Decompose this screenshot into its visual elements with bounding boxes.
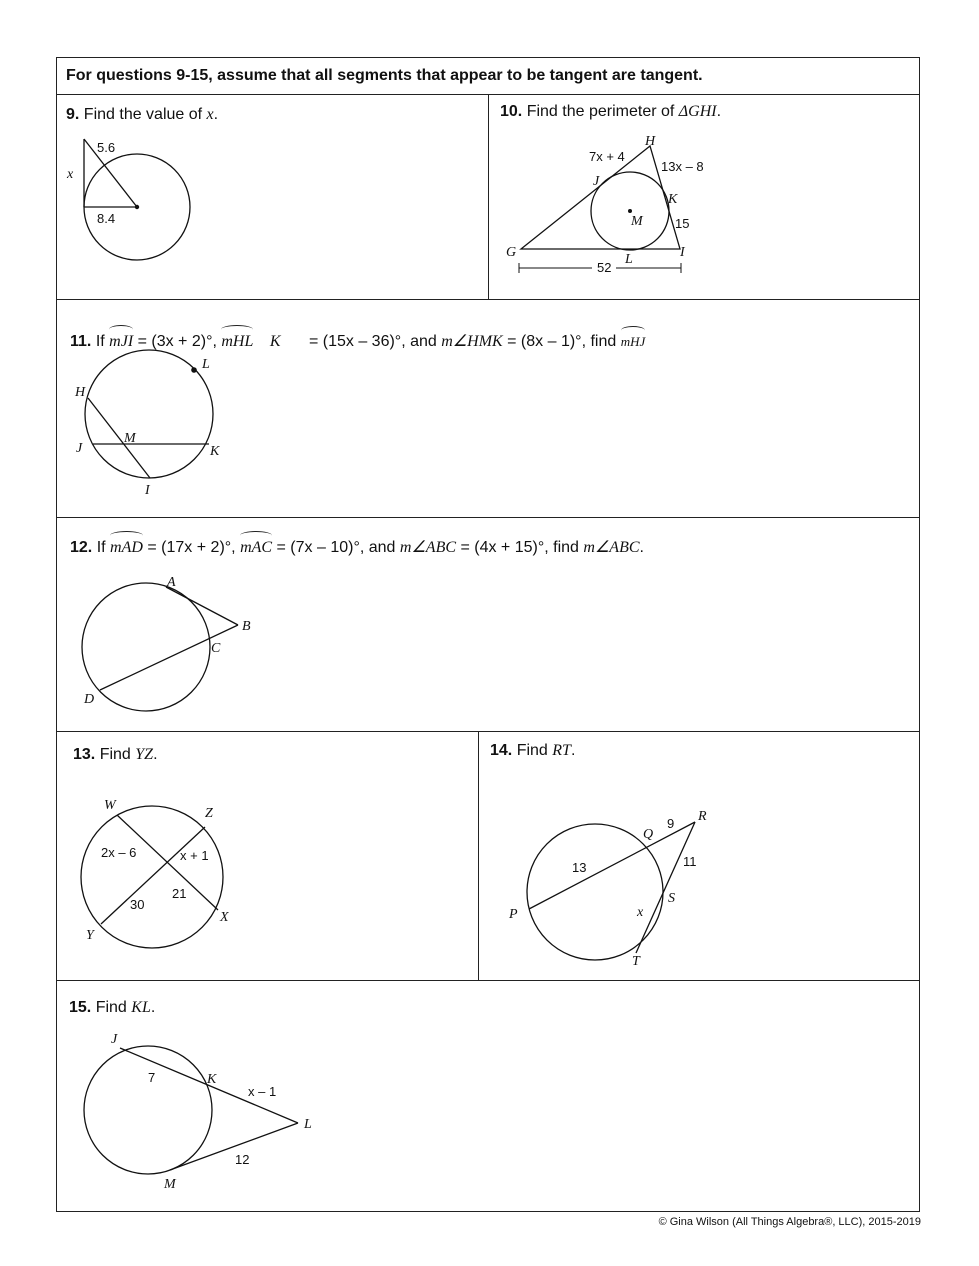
question-number: 10. xyxy=(500,103,523,120)
question-text: = (4x + 15)°, find xyxy=(460,539,579,556)
label-h: H xyxy=(75,385,86,400)
label-d: D xyxy=(84,692,95,707)
label-r: R xyxy=(698,809,707,824)
punctuation: . xyxy=(213,106,219,123)
question-text: Find xyxy=(516,742,548,759)
label-zc: x + 1 xyxy=(180,848,209,863)
label-x-1: x – 1 xyxy=(248,1084,277,1099)
label-9: 9 xyxy=(667,816,675,831)
copyright-footer: © Gina Wilson (All Things Algebra®, LLC), 2015-2019 xyxy=(658,1216,921,1228)
arc-endpoint: K xyxy=(269,333,281,350)
segment-name: RT xyxy=(552,742,571,759)
question-number: 14. xyxy=(490,742,513,759)
question-text: = (7x – 10)°, and xyxy=(276,539,396,556)
punctuation: . xyxy=(570,742,576,759)
question-text: = (3x + 2)°, xyxy=(137,333,217,350)
punctuation: . xyxy=(150,999,156,1016)
arc-measure: mJI xyxy=(109,333,134,350)
variable: x xyxy=(206,106,214,123)
label-g: G xyxy=(506,245,517,260)
tangent-ml xyxy=(170,1123,298,1170)
label-yc: 30 xyxy=(130,897,145,912)
label-m: M xyxy=(631,214,643,229)
label-wc: 2x – 6 xyxy=(101,845,137,860)
segment-name: YZ xyxy=(135,746,154,763)
angle-measure: m∠ABC xyxy=(583,539,640,556)
label-5-6: 5.6 xyxy=(97,140,116,155)
question-text: Find the value of xyxy=(83,106,203,123)
question-number: 12. xyxy=(70,539,93,556)
question-number: 13. xyxy=(73,746,96,763)
label-12: 12 xyxy=(235,1152,250,1167)
question-number: 15. xyxy=(69,999,92,1016)
label-j: J xyxy=(111,1032,118,1047)
label-k: K xyxy=(668,192,678,207)
label-m: M xyxy=(124,431,136,446)
label-a: A xyxy=(167,575,176,590)
label-i: I xyxy=(145,483,150,498)
punctuation: . xyxy=(639,539,644,556)
arc-measure: mHL xyxy=(221,333,254,350)
circle xyxy=(84,1046,212,1174)
label-x: x xyxy=(67,167,74,182)
label-52: 52 xyxy=(597,260,612,275)
question-text: = (17x + 2)°, xyxy=(147,539,236,556)
label-s: S xyxy=(668,891,675,906)
label-l: L xyxy=(625,252,633,267)
label-j: J xyxy=(593,174,600,189)
label-t: T xyxy=(632,954,640,969)
question-text: If xyxy=(95,333,105,350)
label-c: C xyxy=(211,641,221,656)
arc-measure: mAD xyxy=(110,539,143,556)
question-text: If xyxy=(96,539,106,556)
label-11: 11 xyxy=(683,854,697,869)
punctuation: . xyxy=(716,103,722,120)
label-b: B xyxy=(242,619,251,634)
label-q: Q xyxy=(643,827,654,842)
label-8-4: 8.4 xyxy=(97,211,116,226)
arc-measure: mAC xyxy=(240,539,273,556)
angle-measure: m∠HMK xyxy=(441,333,503,350)
question-text: Find xyxy=(95,999,127,1016)
question-text: = (8x – 1)°, find xyxy=(507,333,617,350)
question-text: Find the perimeter of xyxy=(526,103,675,120)
question-text: Find xyxy=(99,746,131,763)
label-k: K xyxy=(210,444,220,459)
label-l: L xyxy=(202,357,210,372)
arc-measure: mHJ xyxy=(620,334,646,349)
label-xc: 21 xyxy=(172,886,187,901)
punctuation: . xyxy=(153,746,158,763)
label-j: J xyxy=(76,441,83,456)
label-hj: 7x + 4 xyxy=(589,149,625,164)
label-w: W xyxy=(104,798,116,813)
label-m: M xyxy=(164,1177,176,1192)
instructions-header: For questions 9-15, assume that all segments that appear to be tangent are tangent. xyxy=(66,67,703,84)
question-number: 9. xyxy=(66,106,80,123)
angle-measure: m∠ABC xyxy=(399,539,457,556)
label-l: L xyxy=(304,1117,312,1132)
label-k: K xyxy=(207,1072,217,1087)
label-p: P xyxy=(509,907,518,922)
question-number: 11. xyxy=(70,333,92,350)
segment-name: KL xyxy=(131,999,151,1016)
label-13: 13 xyxy=(572,860,587,875)
question-text: = (15x – 36)°, and xyxy=(308,333,437,350)
label-hk: 13x – 8 xyxy=(661,159,704,174)
label-x: x xyxy=(637,905,644,920)
label-x: X xyxy=(220,910,229,925)
triangle-name: ΔGHI xyxy=(678,103,717,120)
label-7: 7 xyxy=(148,1070,156,1085)
label-z: Z xyxy=(205,806,213,821)
label-h: H xyxy=(645,134,656,149)
label-i: I xyxy=(680,245,685,260)
label-y: Y xyxy=(86,928,94,943)
label-15: 15 xyxy=(675,216,690,231)
